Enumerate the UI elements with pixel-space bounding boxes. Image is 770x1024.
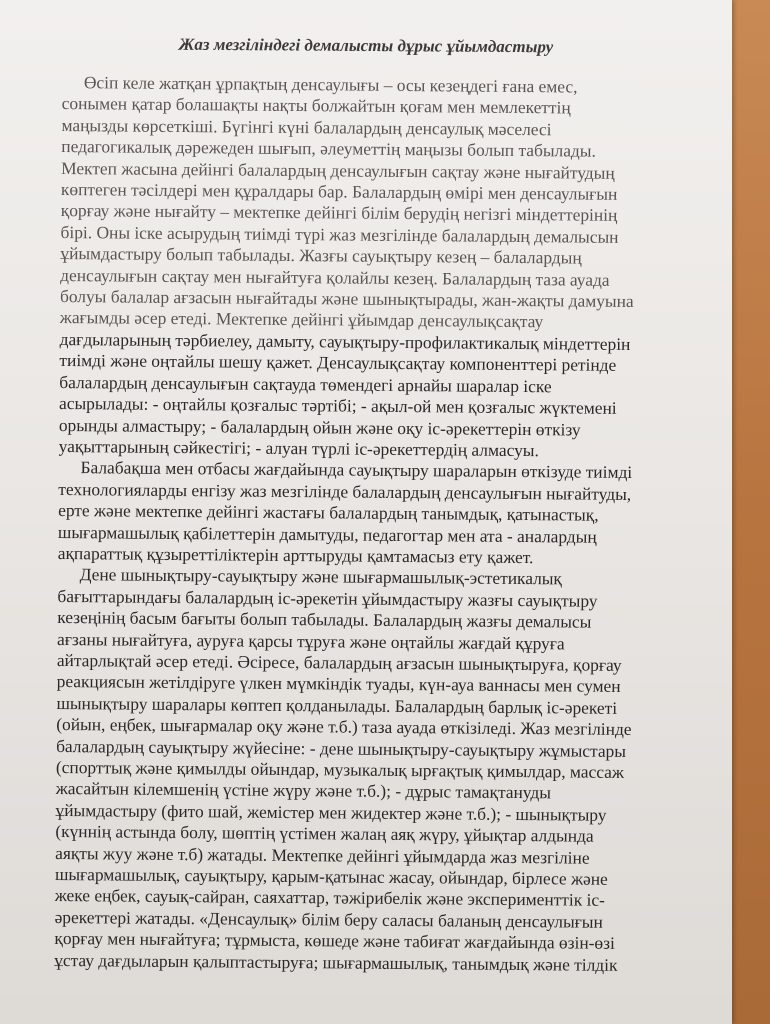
text-line: ерте және мектепке дейінгі жастағы балалардың танымдық, қатынастық, [58, 500, 599, 525]
text-line: уақыттарының сәйкестігі; - алуан түрлі іс-әрекеттердің алмасуы. [58, 435, 539, 461]
text-line: реакциясын жетілдіруге үлкен мүмкіндік туады, күн-ауа ваннасы мен сумен [56, 671, 621, 697]
text-line: орынды алмастыру; - балалардың ойын және оқу іс-әрекеттерін өткізу [58, 414, 581, 440]
text-line: дағдыларының тәрбиелеу, дамыту, сауықтыру-профилактикалық міндеттерін [59, 328, 631, 354]
text-line: тиімді және оңтайлы шешу қажет. Денсаулықсақтау компоненттері ретінде [59, 350, 617, 376]
text-line: бағыттарындағы балалардың іс-әрекетін ұйымдастыру жазғы сауықтыру [57, 585, 598, 611]
text-line: аяқты жуу және т.б) жатады. Мектепке дейінгі ұйымдарда жаз мезгіліне [55, 842, 590, 868]
text-line: қорғау мен нығайтуға; тұрмыста, көшеде және табиғат жағдайында өзін-өзі [54, 928, 615, 954]
text-line: көптеген тәсілдері мен құралдары бар. Балалардың өмірі мен денсаулығын [60, 179, 618, 204]
text-line: ұстау дағдыларын қалыптастыруға; шығармашылық, танымдық және тілдік [54, 949, 618, 975]
text-line: әрекеттері жатады. «Денсаулық» білім беру саласы баланың денсаулығын [54, 906, 603, 932]
text-line: маңызды көрсеткіші. Бүгінгі күні балалардың денсаулық мәселесі [61, 114, 552, 140]
text-line: айтарлықтай әсер етеді. Әсіресе, балалардың ағзасын шынықтыруға, қорғау [56, 649, 622, 675]
document-body [54, 72, 707, 977]
text-line: жағымды әсер етеді. Мектепке дейінгі ұйымдар денсаулықсақтау [59, 307, 544, 332]
text-line: ұйымдастыру болып табылады. Жазғы сауықтыру кезең – балалардың [60, 243, 582, 268]
text-line: балалардың денсаулығын сақтауда төмендегі арнайы шаралар іске [59, 371, 552, 396]
text-line: болуы балалар ағзасын нығайтады және шынықтырады, жан-жақты дамуына [59, 286, 634, 312]
text-line: технологияларды енгізу жаз мезгілінде балалардың денсаулығын нығайтуды, [58, 478, 632, 504]
text-line: кезеңінің басым бағыты болып табылады. Балалардың жазғы демалысы [57, 607, 592, 632]
document-title: Жаз мезгіліндегі демалысты дұрыс ұйымдастыру [178, 34, 554, 57]
text-line: ақпараттық құзыреттіліктерін арттыруды қамтамасыз ету қажет. [57, 542, 534, 568]
text-line: шынықтыру шаралары көптеп қолданылады. Балалардың барлық іс-әрекеті [56, 692, 618, 718]
text-line: Дене шынықтыру-сауықтыру және шығармашылық-эстетикалық [79, 564, 563, 589]
text-line: қорғау және нығайту – мектепке дейінгі білім берудің негізгі міндеттерінің [60, 200, 618, 226]
text-line: ұйымдастыру (фито шай, жемістер мен жидектер және т.б.); - шынықтыру [55, 799, 607, 825]
text-line: (күннің астында болу, шөптің үстімен жалаң аяқ жүру, ұйықтар алдында [55, 821, 594, 846]
text-line: жеке еңбек, сауық-сайран, саяхаттар, тәжірибелік және эксперименттік іс- [54, 885, 605, 911]
text-line: Балабақша мен отбасы жағдайында сауықтыру шараларын өткізуде тиімді [80, 457, 633, 483]
text-line: денсаулығын сақтау мен нығайтуға қолайлы кезең. Балалардың таза ауада [60, 264, 610, 290]
text-line: Мектеп жасына дейінгі балалардың денсаулығын сақтау және нығайтудың [61, 157, 615, 183]
text-line: (спорттық және қимылды ойындар, музыкалық ырғақтық қимылдар, массаж [55, 756, 625, 782]
text-line: шығармашылық, сауықтыру, қарым-қатынас жасау, ойындар, бірлесе және [54, 864, 608, 889]
text-line: педагогикалық дәрежеден шығып, әлеуметтің маңызы болып табылады. [61, 136, 596, 161]
text-line: (ойын, еңбек, шығармалар оқу және т.б.) таза ауада өткізіледі. Жаз мезгілінде [56, 714, 632, 740]
text-line: шығармашылық қабілеттерін дамытуды, педагогтар мен ата - аналардың [57, 521, 597, 547]
text-line: асырылады: - оңтайлы қозғалыс тәртібі; - ақыл-ой мен қозғалыс жүктемені [59, 393, 617, 418]
text-line: жасайтын кілемшенің үстіне жүру және т.б.); - дұрыс тамақтануды [55, 778, 552, 803]
desk-background [732, 0, 770, 1024]
text-line: ағзаны нығайтуға, ауруға қарсы тұруға және оңтайлы жағдай құруға [56, 628, 565, 653]
text-line: бірі. Оны іске асырудың тиімді түрі жаз мезгілінде балалардың демалысын [60, 221, 619, 247]
text-line: балалардың сауықтыру жүйесіне: - дене шынықтыру-сауықтыру жұмыстары [56, 735, 627, 761]
text-line: сонымен қатар болашақты нақты болжайтын қоғам мен мемлекеттің [61, 93, 571, 118]
text-line: Өсіп келе жатқан ұрпақтың денсаулығы – осы кезеңдегі ғана емес, [83, 72, 578, 97]
